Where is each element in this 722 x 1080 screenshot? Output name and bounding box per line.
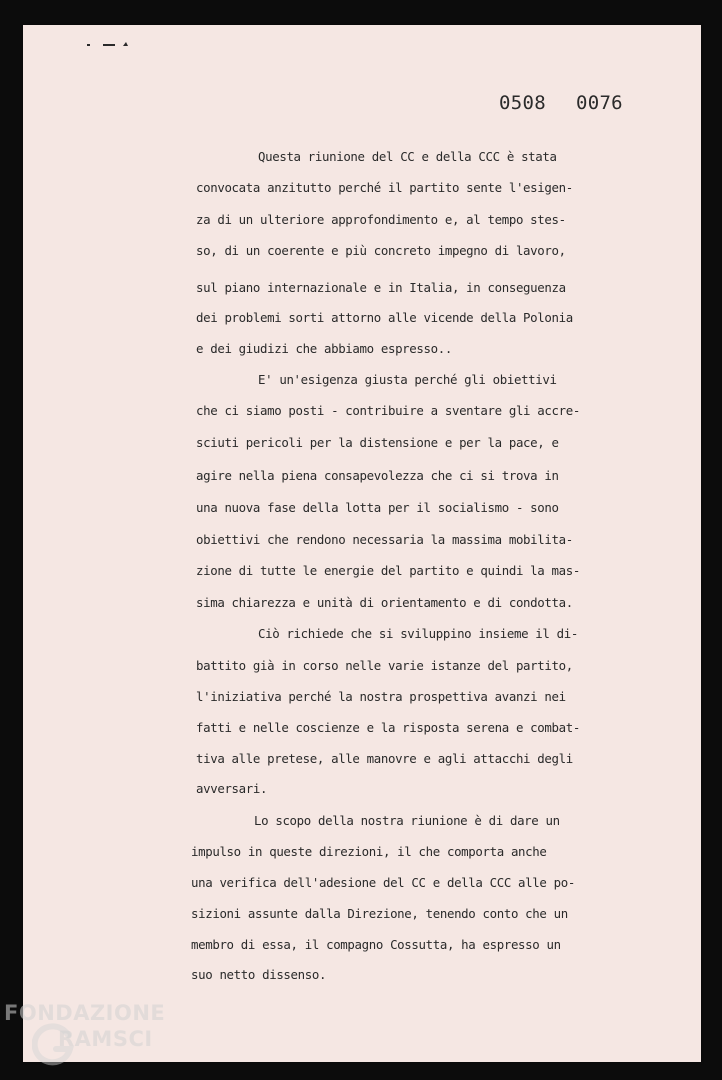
text-line: sul piano internazionale e in Italia, in conseguenza bbox=[196, 280, 566, 295]
fondazione-gramsci-watermark bbox=[4, 1001, 204, 1077]
text-line: l'iniziativa perché la nostra prospettiva avanzi nei bbox=[196, 689, 566, 704]
text-line: za di un ulteriore approfondimento e, al tempo stes- bbox=[196, 212, 566, 227]
text-line: Ciò richiede che si sviluppino insieme il di- bbox=[258, 626, 578, 641]
text-line: sciuti pericoli per la distensione e per la pace, e bbox=[196, 435, 559, 450]
text-line: agire nella piena consapevolezza che ci si trova in bbox=[196, 468, 559, 483]
text-line: Lo scopo della nostra riunione è di dare un bbox=[254, 813, 560, 828]
text-line: e dei giudizi che abbiamo espresso.. bbox=[196, 341, 452, 356]
serial-part-1: 0508 bbox=[499, 92, 546, 114]
text-line: sima chiarezza e unità di orientamento e di condotta. bbox=[196, 595, 573, 610]
text-line: suo netto dissenso. bbox=[191, 967, 327, 982]
watermark-line-1: FONDAZIONE bbox=[4, 1001, 166, 1025]
text-line: sizioni assunte dalla Direzione, tenendo conto che un bbox=[191, 906, 568, 921]
text-line: impulso in queste direzioni, il che comporta anche bbox=[191, 844, 547, 859]
text-line: fatti e nelle coscienze e la risposta serena e combat- bbox=[196, 720, 580, 735]
archive-serial-number bbox=[499, 92, 623, 114]
text-line: dei problemi sorti attorno alle vicende della Polonia bbox=[196, 310, 573, 325]
text-line: convocata anzitutto perché il partito sente l'esigen- bbox=[196, 180, 573, 195]
text-line: tiva alle pretese, alle manovre e agli attacchi degli bbox=[196, 751, 573, 766]
text-line: che ci siamo posti - contribuire a sventare gli accre- bbox=[196, 403, 580, 418]
watermark-line-2: RAMSCI bbox=[58, 1027, 153, 1051]
text-line: una nuova fase della lotta per il socialismo - sono bbox=[196, 500, 559, 515]
text-line: membro di essa, il compagno Cossutta, ha espresso un bbox=[191, 937, 561, 952]
text-line: zione di tutte le energie del partito e quindi la mas- bbox=[196, 563, 580, 578]
text-line: Questa riunione del CC e della CCC è stata bbox=[258, 149, 557, 164]
text-line: battito già in corso nelle varie istanze del partito, bbox=[196, 658, 573, 673]
serial-part-2: 0076 bbox=[575, 92, 623, 114]
text-line: so, di un coerente e più concreto impegno di lavoro, bbox=[196, 243, 566, 258]
corner-mark bbox=[87, 44, 127, 46]
text-line: una verifica dell'adesione del CC e della CCC alle po- bbox=[191, 875, 575, 890]
text-line: E' un'esigenza giusta perché gli obiettivi bbox=[258, 372, 557, 387]
text-line: obiettivi che rendono necessaria la massima mobilita- bbox=[196, 532, 573, 547]
text-line: avversari. bbox=[196, 781, 268, 796]
